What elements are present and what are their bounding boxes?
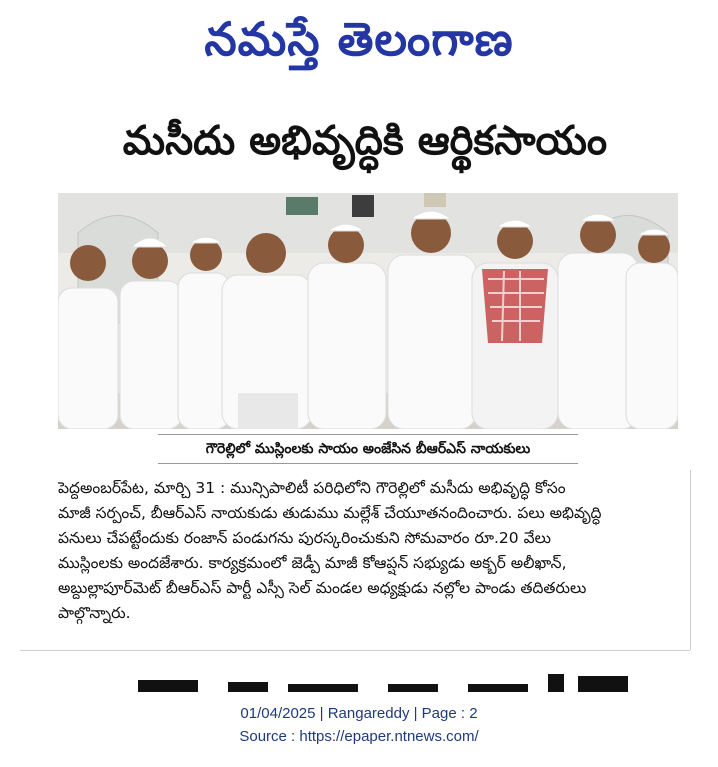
body-line: మాజీ సర్పంచ్, బీఆర్ఎస్ నాయకుడు తుడుము మల్లేశ్ చేయూతనందించారు. పలు అభివృద్ధి [58,504,602,522]
article-body [58,476,678,626]
body-line: పెద్దఅంబర్‌పేట, మార్చి 31 : మున్సిపాలిటీ పరిధిలోని గౌరెల్లిలో మసీదు అభివృద్ధి కోసం [58,479,566,497]
body-line: పాల్గొన్నారు. [58,604,131,622]
footer-date-line: 01/04/2025 | Rangareddy | Page : 2 [240,705,478,722]
body-line: ముస్లింలకు అందజేశారు. కార్యక్రమంలో జెడ్పీ మాజీ కోఆప్షన్ సభ్యుడు అక్బర్ అలీఖాన్, [58,554,567,572]
caption-bottom-rule [158,463,578,464]
photo-caption: గౌరెల్లిలో ముస్లింలకు సాయం అంజేసిన బీఆర్ఎస్ నాయకులు [205,441,531,457]
group-photo-illustration [58,193,678,429]
cut-off-next-headline [138,672,698,692]
headline-box [55,110,675,180]
body-line: అబ్దుల్లాపూర్‌మెట్ బీఆర్ఎస్ పార్టీ ఎస్సీ సెల్ మండల అధ్యక్షుడు నల్లోల పాండు తదితరులు [58,579,587,597]
footer-source-link[interactable]: Source : https://epaper.ntnews.com/ [239,728,479,745]
newspaper-masthead: నమస్తే తెలంగాణ [204,12,514,66]
clip-frame-right [690,470,691,650]
clip-frame-bottom [20,650,690,651]
article-photo [58,193,678,429]
body-line: పనులు చేపట్టేందుకు రంజాన్ పండుగను పురస్కరించుకుని సోమవారం రూ.20 వేలు [58,529,551,547]
caption-top-rule [158,434,578,435]
article-headline: మసీదు అభివృద్ధికి ఆర్థికసాయం [122,118,608,164]
photo-caption-bar [58,434,678,464]
